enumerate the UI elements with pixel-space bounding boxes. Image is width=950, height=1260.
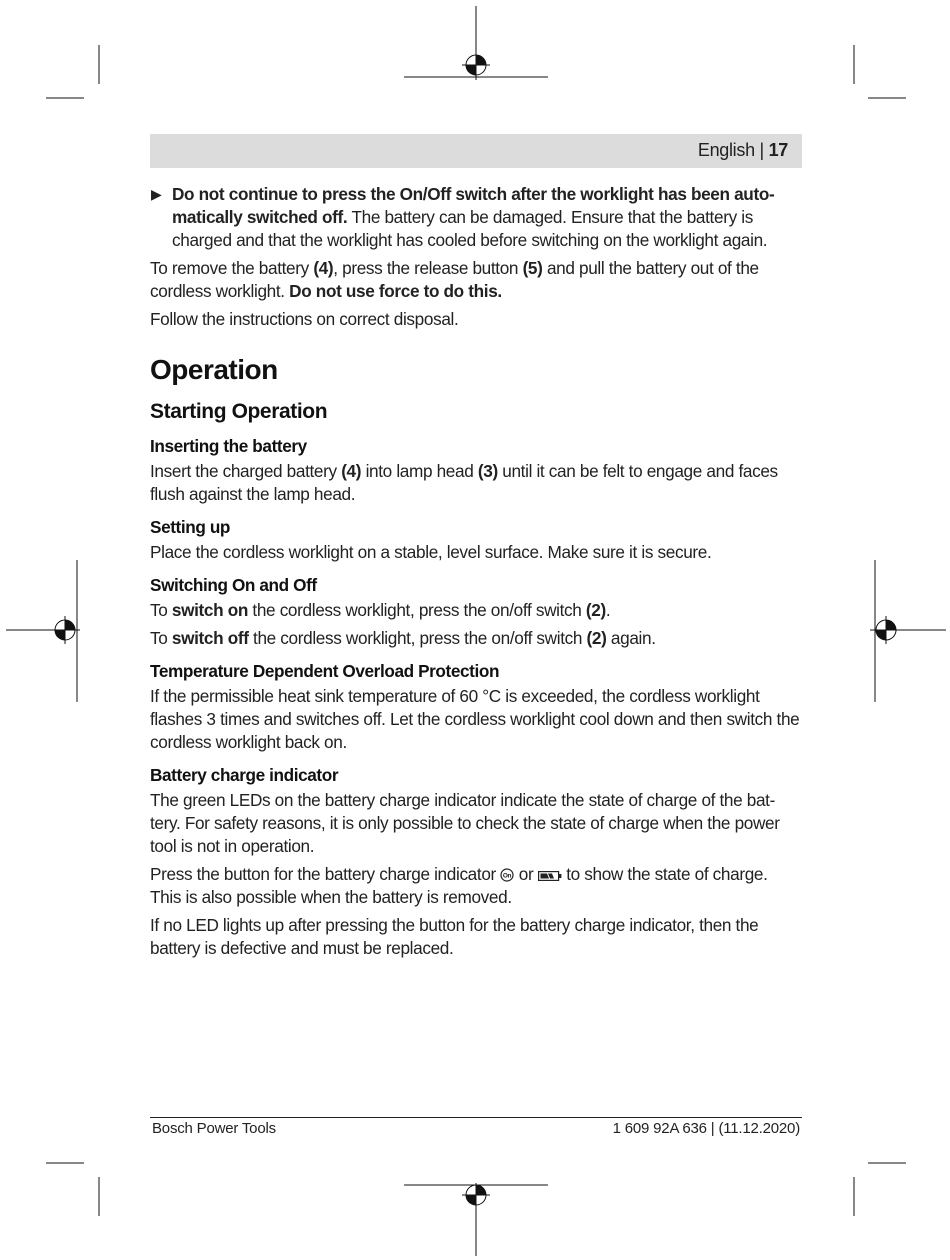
text-run: Press the button for the battery charge indicator xyxy=(150,864,501,884)
text-run: To xyxy=(150,628,172,648)
footer-right: 1 609 92A 636 | (11.12.2020) xyxy=(612,1120,800,1137)
subsection-starting-operation: Starting Operation xyxy=(150,400,328,423)
warning-text: The battery can be damaged. Ensure that the battery is charged and that the worklight has cooled before switching on the worklight again. xyxy=(172,207,768,250)
text-run: Insert the charged battery xyxy=(150,461,342,481)
warning-bullet xyxy=(150,183,802,252)
footer-left: Bosch Power Tools xyxy=(152,1120,276,1137)
heading-temperature: Temperature Dependent Overload Protection xyxy=(150,661,500,681)
text-run: into lamp head xyxy=(361,461,478,481)
setting-up-paragraph: Place the cordless worklight on a stable, level surface. Make sure it is secure. xyxy=(150,542,712,562)
page-content xyxy=(150,183,802,965)
heading-battery-indicator: Battery charge indicator xyxy=(150,765,339,785)
text-run: . xyxy=(605,600,611,620)
no-force-warning: Do not use force to do this. xyxy=(289,281,502,301)
ref-switch: (2) xyxy=(586,628,607,648)
header-language: English | xyxy=(697,140,764,160)
disposal-paragraph: Follow the instructions on correct disposal. xyxy=(150,309,459,329)
page-number: 17 xyxy=(768,140,788,160)
section-title-operation: Operation xyxy=(150,354,278,385)
temperature-paragraph: If the permissible heat sink temperature of 60 °C is exceeded, the cordless worklight flashes 3 times and switches off. Let the cordless worklight cool down and then switch the cordless worklight back on. xyxy=(150,686,800,752)
text-run: to show the state of charge. This is also possible when the battery is removed. xyxy=(150,864,768,907)
text-run: again. xyxy=(606,628,656,648)
text-run: and pull the battery out of the cordless worklight. xyxy=(150,258,759,301)
on-button-icon xyxy=(500,868,514,882)
text-run: or xyxy=(514,864,538,884)
switch-off-bold: switch off xyxy=(171,628,249,648)
heading-switching: Switching On and Off xyxy=(150,575,317,595)
heading-setting-up: Setting up xyxy=(150,517,231,537)
footer-divider xyxy=(150,1117,802,1118)
ref-lamp-head: (3) xyxy=(477,461,498,481)
text-run: the cordless worklight, press the on/off switch xyxy=(248,600,586,620)
battery-indicator-paragraph-1: The green LEDs on the battery charge indicator indicate the state of charge of the bat-tery. For safety reasons, it is only possible to check the state of charge when the power tool is not in operation. xyxy=(150,790,780,856)
switch-on-bold: switch on xyxy=(171,600,248,620)
heading-inserting-battery: Inserting the battery xyxy=(150,436,307,456)
ref-battery: (4) xyxy=(313,258,334,278)
battery-indicator-paragraph-3: If no LED lights up after pressing the button for the battery charge indicator, then the battery is defective and must be replaced. xyxy=(150,915,759,958)
svg-text:On: On xyxy=(503,872,512,880)
ref-switch: (2) xyxy=(585,600,606,620)
switch-off-paragraph xyxy=(150,627,802,650)
text-run: until it can be felt to engage and faces flush against the lamp head. xyxy=(150,461,778,504)
ref-release-button: (5) xyxy=(522,258,543,278)
ref-battery: (4) xyxy=(341,461,362,481)
header-text xyxy=(698,140,788,161)
warning-bold: Do not continue to press the On/Off switch after the worklight has been auto-matically switched off. xyxy=(172,184,775,227)
battery-level-icon xyxy=(538,870,562,882)
text-run: the cordless worklight, press the on/off switch xyxy=(248,628,587,648)
switch-on-paragraph xyxy=(150,599,802,622)
text-run: , press the release button xyxy=(333,258,523,278)
battery-indicator-paragraph-2 xyxy=(150,863,802,909)
text-run: To remove the battery xyxy=(150,258,314,278)
text-run: To xyxy=(150,600,172,620)
page-header xyxy=(150,134,802,168)
inserting-battery-paragraph xyxy=(150,460,802,506)
bullet-arrow-icon: ▶ xyxy=(151,186,162,202)
remove-battery-paragraph xyxy=(150,257,802,303)
